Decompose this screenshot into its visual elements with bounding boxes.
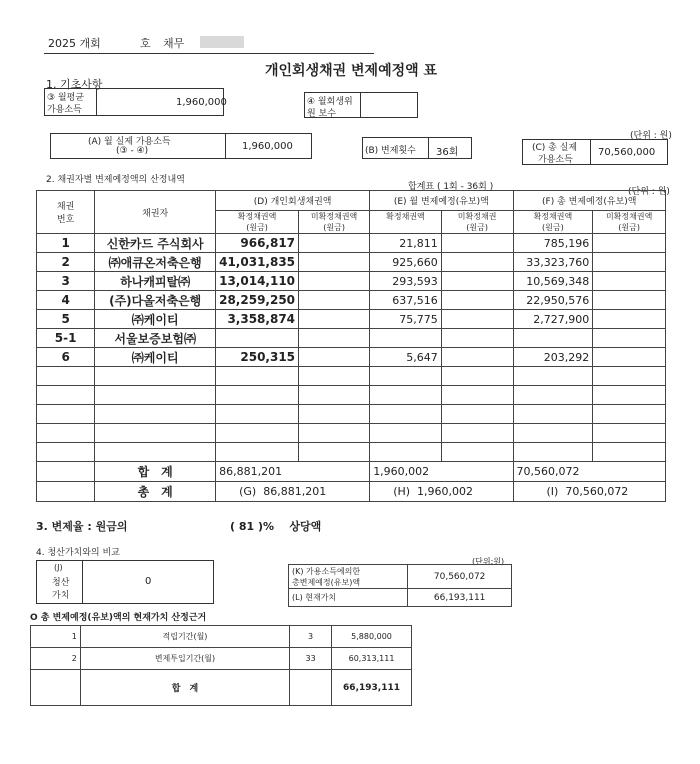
creditor-no: 3: [37, 272, 95, 291]
pv-label: 적립기간(월): [80, 626, 289, 648]
empty-cell: [441, 405, 513, 424]
f-unconfirmed: [593, 272, 666, 291]
sum-d: 86,881,201: [216, 462, 370, 482]
creditor-no: 5: [37, 310, 95, 329]
d-confirmed: [216, 329, 299, 348]
d-unconfirmed: [299, 348, 370, 367]
pv-label: 변제투입기간(월): [80, 648, 289, 670]
empty-row: [37, 367, 666, 386]
total-g: (G) 86,881,201: [216, 482, 370, 502]
section3-heading: 3. 변제율 : 원금의: [36, 520, 128, 533]
table-row: [37, 348, 666, 367]
d-confirmed: 966,817: [216, 234, 299, 253]
e-confirmed: [370, 329, 442, 348]
empty-cell: [95, 386, 216, 405]
b-payments-divider: [428, 137, 429, 159]
d-unconfirmed: [299, 253, 370, 272]
subheader-e-confirmed: 확정채권액: [370, 211, 442, 234]
empty-cell: [299, 405, 370, 424]
f-confirmed: [513, 329, 593, 348]
total-i: (I) 70,560,072: [513, 482, 666, 502]
col-header-no: 채권 번호: [37, 191, 95, 234]
pv-no: 2: [31, 648, 81, 670]
table-row: [37, 234, 666, 253]
e-confirmed: 293,593: [370, 272, 442, 291]
avg-income-label-1: ③ 월평균: [47, 93, 85, 103]
table-row: [37, 291, 666, 310]
d-confirmed: 13,014,110: [216, 272, 299, 291]
sum-label: 합 계: [95, 462, 216, 482]
k-label: (K) 가용소득에의한 총변제예정(유보)액: [289, 565, 408, 589]
empty-cell: [593, 443, 666, 462]
creditor-table: [36, 190, 666, 502]
pv-no: 1: [31, 626, 81, 648]
d-confirmed: 250,315: [216, 348, 299, 367]
empty-cell: [299, 424, 370, 443]
empty-cell: [95, 443, 216, 462]
subheader-f-unconfirmed: 미확정채권액 (원금): [593, 211, 666, 234]
creditor-name: ㈜케이티: [95, 310, 216, 329]
empty-row: [37, 386, 666, 405]
creditor-name: 하나캐피탈㈜: [95, 272, 216, 291]
creditor-no: 2: [37, 253, 95, 272]
trustee-fee-divider: [360, 92, 361, 118]
e-unconfirmed: [441, 272, 513, 291]
section2-heading: 2. 채권자별 변제예정액의 산정내역: [46, 175, 185, 185]
empty-cell: [441, 443, 513, 462]
table-row: [37, 253, 666, 272]
table-row: [37, 272, 666, 291]
creditor-name: 신한카드 주식회사: [95, 234, 216, 253]
e-confirmed: 75,775: [370, 310, 442, 329]
f-unconfirmed: [593, 310, 666, 329]
b-payments-value: 36회: [436, 147, 459, 158]
subheader-d-confirmed: 확정채권액 (원금): [216, 211, 299, 234]
f-unconfirmed: [593, 253, 666, 272]
avg-income-label-2: 가용소득: [47, 105, 82, 115]
d-unconfirmed: [299, 291, 370, 310]
creditor-no: 5-1: [37, 329, 95, 348]
case-ho: 호: [140, 37, 151, 50]
header-rule: [44, 53, 374, 54]
e-confirmed: 637,516: [370, 291, 442, 310]
f-confirmed: 785,196: [513, 234, 593, 253]
subheader-d-unconfirmed: 미확정채권액 (원금): [299, 211, 370, 234]
empty-cell: [370, 424, 442, 443]
d-confirmed: 3,358,874: [216, 310, 299, 329]
empty-cell: [37, 443, 95, 462]
empty-row: [37, 443, 666, 462]
c-total-income-label-2: 가용소득: [538, 155, 573, 165]
d-unconfirmed: [299, 310, 370, 329]
a-income-value: 1,960,000: [242, 141, 293, 152]
creditor-no: 1: [37, 234, 95, 253]
empty-cell: [370, 405, 442, 424]
empty-row: [37, 405, 666, 424]
d-confirmed: 41,031,835: [216, 253, 299, 272]
a-income-label-2: (③ - ④): [116, 146, 149, 156]
e-confirmed: 925,660: [370, 253, 442, 272]
sum-e: 1,960,002: [370, 462, 513, 482]
table-row: [37, 329, 666, 348]
empty-cell: [216, 424, 299, 443]
pv-sum-label: 합 계: [80, 670, 289, 706]
present-value-table: [30, 625, 412, 706]
k-value: 70,560,072: [408, 565, 512, 589]
a-income-label-1: (A) 월 실제 가용소득: [88, 137, 171, 147]
empty-cell: [95, 424, 216, 443]
f-unconfirmed: [593, 329, 666, 348]
empty-cell: [441, 424, 513, 443]
b-payments-label: (B) 변제횟수: [365, 146, 416, 156]
trustee-fee-label-2: 원 보수: [307, 109, 336, 119]
e-unconfirmed: [441, 291, 513, 310]
empty-cell: [299, 367, 370, 386]
avg-income-divider: [96, 88, 97, 116]
empty-row: [37, 424, 666, 443]
j-label-2: 청산: [52, 578, 70, 588]
empty-cell: [513, 424, 593, 443]
period-label: 합계표 ( 1회 - 36회 ): [408, 182, 494, 192]
col-header-creditor: 채권자: [95, 191, 216, 234]
subheader-e-unconfirmed: 미확정채권 (원금): [441, 211, 513, 234]
empty-cell: [370, 386, 442, 405]
d-unconfirmed: [299, 329, 370, 348]
debtor-label: 채무: [163, 37, 185, 50]
empty-cell: [37, 424, 95, 443]
empty-cell: [37, 405, 95, 424]
pv-months: 33: [290, 648, 332, 670]
c-total-income-label-1: (C) 총 실제: [532, 143, 578, 153]
empty-cell: [593, 367, 666, 386]
f-unconfirmed: [593, 291, 666, 310]
empty-cell: [299, 443, 370, 462]
pv-sum-value: 66,193,111: [332, 670, 412, 706]
d-unconfirmed: [299, 234, 370, 253]
table-row: [31, 648, 412, 670]
empty-cell: [216, 405, 299, 424]
table-row: [31, 626, 412, 648]
col-header-d: (D) 개인회생채권액: [216, 191, 370, 211]
f-confirmed: 10,569,348: [513, 272, 593, 291]
a-income-divider: [225, 133, 226, 159]
empty-cell: [216, 386, 299, 405]
e-confirmed: 21,811: [370, 234, 442, 253]
creditor-no: 6: [37, 348, 95, 367]
f-confirmed: 22,950,576: [513, 291, 593, 310]
table-row: [37, 310, 666, 329]
empty-cell: [216, 367, 299, 386]
empty-cell: [593, 386, 666, 405]
empty-cell: [513, 386, 593, 405]
l-value: 66,193,111: [408, 589, 512, 607]
total-label: 총 계: [95, 482, 216, 502]
trustee-fee-label-1: ④ 월회생위: [307, 97, 353, 107]
f-confirmed: 2,727,900: [513, 310, 593, 329]
empty-cell: [441, 367, 513, 386]
e-unconfirmed: [441, 348, 513, 367]
d-unconfirmed: [299, 272, 370, 291]
creditor-name: (주)다올저축은행: [95, 291, 216, 310]
subheader-f-confirmed: 확정채권액 (원금): [513, 211, 593, 234]
j-value: 0: [145, 576, 152, 587]
empty-cell: [299, 386, 370, 405]
c-total-income-value: 70,560,000: [598, 147, 656, 158]
j-label-3: 가치: [52, 591, 70, 601]
d-confirmed: 28,259,250: [216, 291, 299, 310]
f-confirmed: 203,292: [513, 348, 593, 367]
empty-cell: [37, 386, 95, 405]
k-l-table: [288, 564, 512, 607]
empty-cell: [370, 367, 442, 386]
creditor-name: ㈜애큐온저축은행: [95, 253, 216, 272]
sum-f: 70,560,072: [513, 462, 666, 482]
unit-label-1: (단위 : 원): [630, 131, 672, 141]
empty-cell: [513, 367, 593, 386]
f-unconfirmed: [593, 348, 666, 367]
empty-cell: [216, 443, 299, 462]
empty-cell: [593, 424, 666, 443]
col-header-f: (F) 총 변제예정(유보)액: [513, 191, 666, 211]
section1-heading: 1. 기초사항: [46, 78, 103, 91]
e-unconfirmed: [441, 253, 513, 272]
empty-cell: [441, 386, 513, 405]
e-unconfirmed: [441, 329, 513, 348]
pv-value: 60,313,111: [332, 648, 412, 670]
e-unconfirmed: [441, 234, 513, 253]
e-unconfirmed: [441, 310, 513, 329]
pv-value: 5,880,000: [332, 626, 412, 648]
l-label: (L) 현재가치: [289, 589, 408, 607]
f-unconfirmed: [593, 234, 666, 253]
redacted-debtor-name: [200, 36, 244, 48]
empty-cell: [95, 367, 216, 386]
creditor-name: ㈜케이티: [95, 348, 216, 367]
unit-label-2: (단위 : 원): [628, 187, 670, 197]
unit-label-3: (단위:원): [472, 557, 505, 566]
creditor-no: 4: [37, 291, 95, 310]
liquidation-divider: [82, 560, 83, 604]
empty-cell: [370, 443, 442, 462]
creditor-name: 서울보증보험㈜: [95, 329, 216, 348]
col-header-e: (E) 월 변제예정(유보)액: [370, 191, 513, 211]
case-year: 2025 개회: [48, 37, 101, 50]
empty-cell: [513, 405, 593, 424]
empty-cell: [37, 367, 95, 386]
empty-cell: [513, 443, 593, 462]
f-confirmed: 33,323,760: [513, 253, 593, 272]
e-confirmed: 5,647: [370, 348, 442, 367]
section4-heading: 4. 청산가치와의 비교: [36, 548, 120, 558]
document-title: 개인회생채권 변제예정액 표: [265, 63, 438, 79]
pv-months: 3: [290, 626, 332, 648]
avg-income-value: 1,960,000: [176, 97, 227, 108]
total-h: (H) 1,960,002: [370, 482, 513, 502]
repayment-rate: ( 81 )% 상당액: [230, 520, 322, 533]
empty-cell: [95, 405, 216, 424]
section5-heading: O 총 변제예정(유보)액의 현재가치 산정근거: [30, 613, 207, 623]
empty-cell: [593, 405, 666, 424]
c-total-income-divider: [590, 139, 591, 165]
j-label-1: (J): [54, 563, 63, 572]
